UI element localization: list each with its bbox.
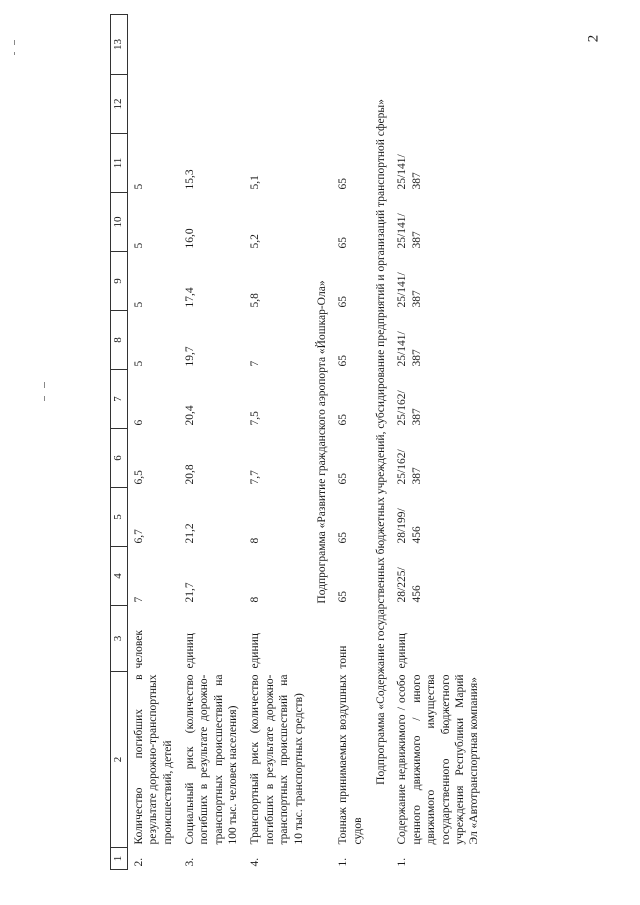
table-row (127, 15, 179, 870)
indicator-name: Количество погибших в результате дорожно-транспортных происшествий, детей (132, 674, 174, 845)
col-number: 9 (111, 252, 128, 311)
subprogram-row (369, 15, 391, 870)
value-cell: 21,2 (183, 523, 196, 544)
col-number: 5 (111, 488, 128, 547)
value-cell: 21,7 (183, 582, 196, 603)
col-number: 8 (111, 311, 128, 370)
value-cell: 6,7 (132, 529, 145, 544)
value-cell (179, 75, 245, 134)
value-cell: 5 (132, 360, 145, 367)
scan-mark (14, 40, 15, 45)
value-cell: 20,4 (183, 405, 196, 426)
col-number: 6 (111, 429, 128, 488)
scan-mark (44, 382, 45, 388)
page-number: 2 (585, 34, 602, 43)
subprogram-title: Подпрограмма «Развитие гражданского аэропорта «Йошкар-Ола» (315, 280, 328, 604)
value-cell: 7,5 (249, 411, 262, 426)
value-cell: 25/141/ 387 (396, 272, 423, 308)
value-cell: 28/225/ 456 (396, 567, 423, 603)
value-cell (127, 15, 179, 75)
col-number: 4 (111, 547, 128, 606)
value-cell: 16,0 (183, 228, 196, 249)
row-number: 4. (249, 857, 262, 867)
indicator-name: Социальный риск (количество погибших в результате дорожно-транспортных происшествий на 100 тыс. человек населения) (183, 674, 239, 845)
value-cell: 65 (337, 296, 350, 308)
value-cell: 5 (132, 301, 145, 308)
value-cell: 6,5 (132, 470, 145, 485)
value-cell: 65 (337, 591, 350, 603)
table-row (179, 15, 245, 870)
subprogram-row (310, 15, 332, 870)
unit: тонн (337, 645, 350, 669)
value-cell: 25/141/ 387 (396, 154, 423, 190)
column-number-header (111, 15, 128, 870)
col-number: 1 (111, 848, 128, 870)
col-number: 11 (111, 134, 128, 193)
row-number: 1. (396, 857, 409, 867)
unit: человек (132, 630, 145, 669)
col-number: 3 (111, 606, 128, 672)
value-cell (244, 15, 310, 75)
value-cell: 28/199/ 456 (396, 508, 423, 544)
value-cell (391, 75, 485, 134)
value-cell: 8 (249, 537, 262, 544)
value-cell: 6 (132, 419, 145, 426)
unit: единиц (183, 633, 196, 669)
value-cell (127, 75, 179, 134)
value-cell: 15,3 (183, 169, 196, 190)
value-cell: 25/141/ 387 (396, 213, 423, 249)
unit: единиц (396, 633, 409, 669)
subprogram-title: Подпрограмма «Содержание государственных бюджетных учреждений, субсидирование предприятий и организаций транспортной сферы» (375, 99, 387, 785)
value-cell (391, 15, 485, 75)
scan-mark (44, 396, 45, 401)
indicator-name: Содержание недвижимого / особо ценного движимого / иного движимого имущества государственного бюджетного учреждения Республики Марий Эл «Автотранспортная компания» (396, 674, 481, 845)
value-cell: 20,8 (183, 464, 196, 485)
value-cell: 65 (337, 237, 350, 249)
value-cell: 65 (337, 355, 350, 367)
value-cell: 8 (249, 596, 262, 603)
value-cell: 19,7 (183, 346, 196, 367)
table-row (391, 15, 485, 870)
value-cell: 25/162/ 387 (396, 390, 423, 426)
indicator-name: Тоннаж принимаемых воздушных судов (337, 674, 364, 845)
value-cell (244, 75, 310, 134)
value-cell: 25/141/ 387 (396, 331, 423, 367)
value-cell: 5,1 (249, 175, 262, 190)
rotated-table-sheet (110, 35, 530, 870)
indicator-name: Транспортный риск (количество погибших в результате дорожно-транспортных происшествий на 10 тыс. транспортных средств) (249, 674, 305, 845)
table-row (332, 15, 369, 870)
value-cell: 5 (132, 242, 145, 249)
value-cell: 65 (337, 532, 350, 544)
value-cell: 65 (337, 414, 350, 426)
value-cell: 65 (337, 178, 350, 190)
row-number: 3. (183, 857, 196, 867)
value-cell: 17,4 (183, 287, 196, 308)
value-cell (179, 15, 245, 75)
value-cell: 5,8 (249, 293, 262, 308)
value-cell (332, 75, 369, 134)
col-number: 13 (111, 15, 128, 75)
col-number: 10 (111, 193, 128, 252)
table-row (244, 15, 310, 870)
value-cell: 7,7 (249, 470, 262, 485)
value-cell: 25/162/ 387 (396, 449, 423, 485)
value-cell: 5,2 (249, 234, 262, 249)
value-cell: 7 (132, 596, 145, 603)
col-number: 7 (111, 370, 128, 429)
scan-mark (14, 52, 15, 55)
col-number: 12 (111, 75, 128, 134)
indicators-table (110, 14, 486, 870)
col-number: 2 (111, 672, 128, 848)
row-number: 2. (132, 857, 145, 867)
unit: единиц (249, 633, 262, 669)
row-number: 1. (337, 857, 350, 867)
value-cell (332, 15, 369, 75)
value-cell: 65 (337, 473, 350, 485)
value-cell: 5 (132, 183, 145, 190)
value-cell: 7 (249, 360, 262, 367)
